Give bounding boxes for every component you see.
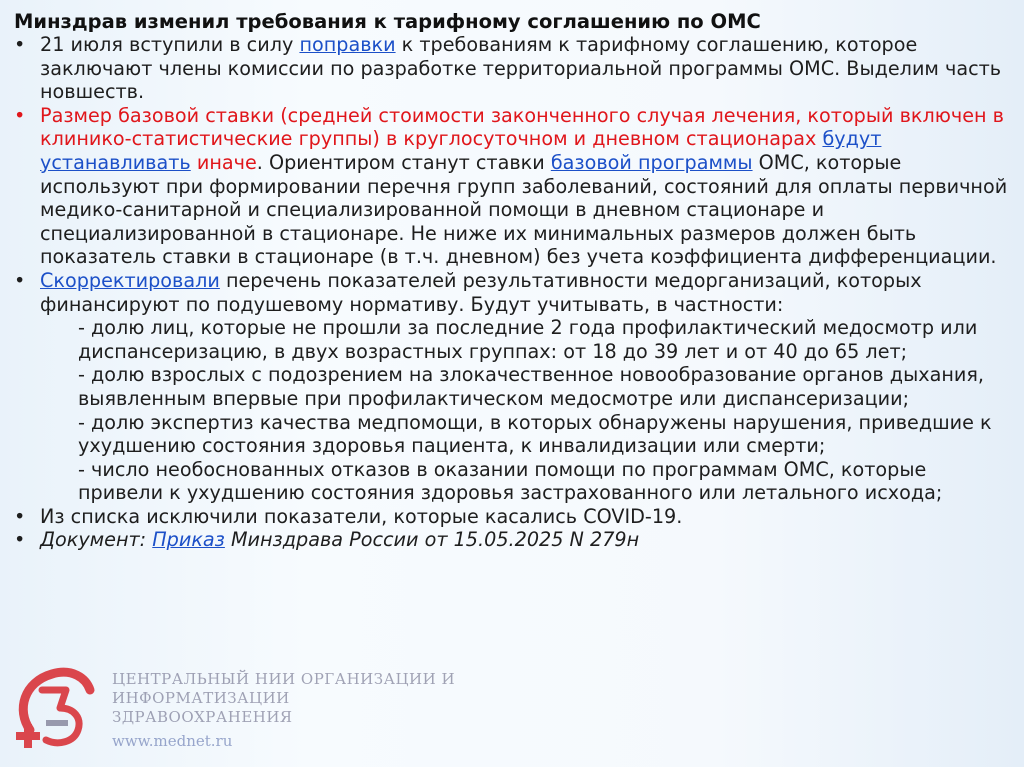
bullet-dot: • bbox=[14, 504, 26, 528]
bullet-dot: • bbox=[14, 268, 26, 292]
institute-logo-icon bbox=[12, 660, 108, 760]
basic-program-link[interactable]: базовой программы bbox=[550, 150, 753, 174]
sub-item: - число необоснованных отказов в оказании помощи по программам ОМС, которые привели к ухудшению состояния здоровья застрахованного или летального исхода; bbox=[78, 457, 943, 505]
text: ОМС, которые используют при формировании перечня групп заболеваний, состояний для оплаты первичной медико-санитарной и специализированной помощи в дневном стационаре и специализированной в стационаре. Не ниже их минимальных размеров должен быть показатель ставки в стационаре (в т.ч. дневном) без учета коэффициента дифференциации. bbox=[40, 150, 1008, 269]
text: перечень показателей результативности медорганизаций, которых финансируют по подушевому нормативу. Будут учитывать, в частности: bbox=[40, 268, 922, 316]
bullet-dot: • bbox=[14, 528, 26, 552]
text: . Ориентиром станут ставки bbox=[256, 150, 551, 174]
text: Минздрава России от 15.05.2025 N 279н bbox=[224, 528, 640, 552]
corrected-link[interactable]: Скорректировали bbox=[40, 268, 220, 292]
bullet-item bbox=[8, 33, 1016, 104]
highlighted-text: иначе bbox=[190, 150, 257, 174]
watermark bbox=[12, 660, 472, 767]
text: к требованиям к тарифному соглашению, которое заключают члены комиссии по разработке территориальной программы ОМС. Выделим часть новшеств. bbox=[40, 33, 1002, 104]
highlighted-text: Размер базовой ставки (средней стоимости законченного случая лечения, который включен в клинико-статистические группы) в круглосуточном и дневном стационарах bbox=[40, 103, 1004, 151]
watermark-line: ИНФОРМАТИЗАЦИИ ЗДРАВООХРАНЕНИЯ bbox=[112, 689, 293, 726]
bullet-dot: • bbox=[14, 103, 26, 127]
amendments-link[interactable]: поправки bbox=[299, 33, 396, 56]
watermark-url: www.mednet.ru bbox=[112, 732, 233, 750]
text: 21 июля вступили в силу bbox=[40, 33, 300, 56]
bullet-item bbox=[8, 505, 1016, 529]
text: Из списка исключили показатели, которые касались COVID-19. bbox=[40, 504, 683, 528]
order-link[interactable]: Приказ bbox=[152, 528, 225, 552]
watermark-text bbox=[112, 670, 472, 727]
bullet-item bbox=[8, 104, 1016, 269]
watermark-line: ЦЕНТРАЛЬНЫЙ НИИ ОРГАНИЗАЦИИ И bbox=[112, 670, 456, 688]
slide-title: Минздрав изменил требования к тарифному соглашению по ОМС bbox=[14, 10, 761, 33]
will-set-link[interactable]: будут устанавливать bbox=[40, 127, 882, 174]
bullet-item bbox=[8, 269, 1016, 505]
sub-item: - долю взрослых с подозрением на злокачественное новообразование органов дыхания, выявленным впервые при профилактическом медосмотре или диспансеризации; bbox=[78, 363, 984, 410]
sub-item: - долю лиц, которые не прошли за последние 2 года профилактический медосмотр или диспансеризацию, в двух возрастных группах: от 18 до 39 лет и от 40 до 65 лет; bbox=[78, 316, 978, 363]
slide-content bbox=[8, 33, 1016, 552]
bullet-item bbox=[8, 528, 1016, 552]
bullet-dot: • bbox=[14, 33, 26, 56]
sub-item: - долю экспертиз качества медпомощи, в которых обнаружены нарушения, приведшие к ухудшению состояния здоровья пациента, к инвалидизации или смерти; bbox=[78, 410, 992, 458]
text: Документ: bbox=[40, 528, 153, 552]
